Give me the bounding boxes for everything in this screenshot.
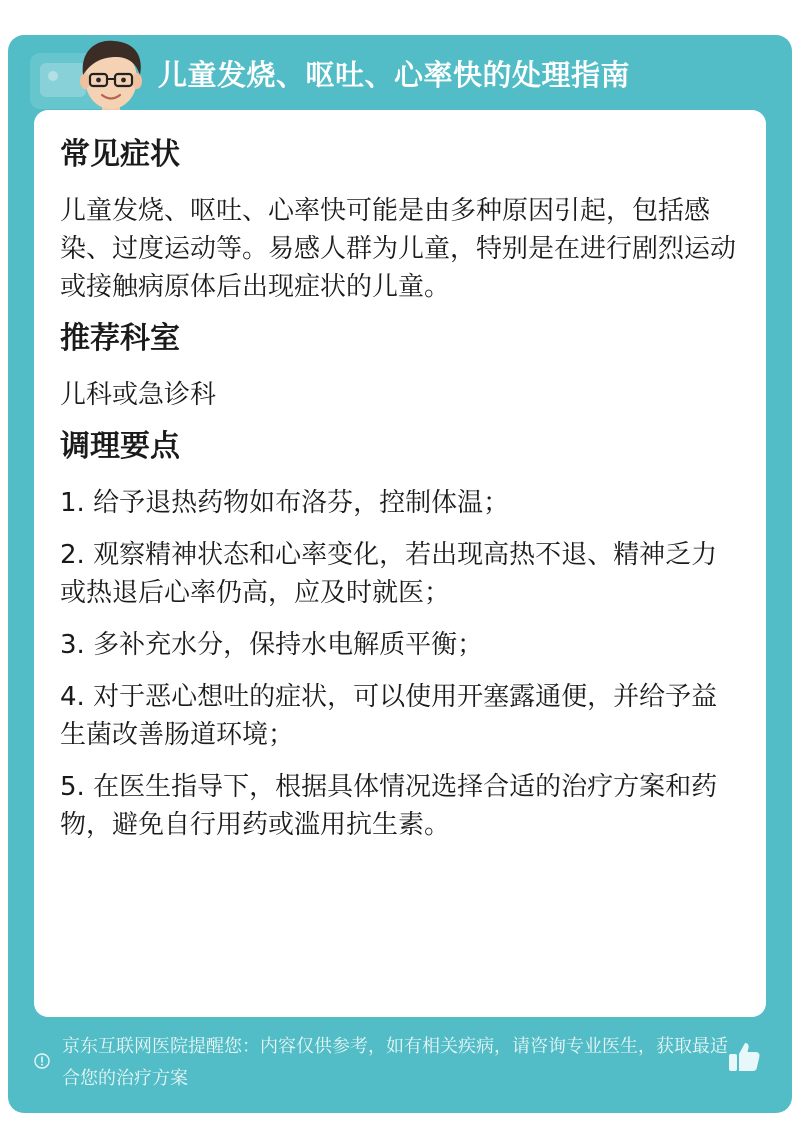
content-panel [34,110,766,1017]
symptoms-paragraph: 儿童发烧、呕吐、心率快可能是由多种原因引起，包括感染、过度运动等。易感人群为儿童，特别是在进行剧烈运动或接触病原体后出现症状的儿童。 [60,196,737,302]
care-item-2: 2. 观察精神状态和心率变化，若出现高热不退、精神乏力或热退后心率仍高，应及时就医； [60,540,718,608]
section-title-department: 推荐科室 [60,321,180,356]
section-title-care: 调理要点 [60,429,180,464]
thumbs-up-icon[interactable] [726,1039,762,1075]
footer-disclaimer [34,1031,734,1095]
info-icon [34,1053,50,1069]
care-item-4: 4. 对于恶心想吐的症状，可以使用开塞露通便，并给予益生菌改善肠道环境； [60,682,718,750]
section-title-symptoms: 常见症状 [60,137,180,172]
page-title: 儿童发烧、呕吐、心率快的处理指南 [158,58,631,92]
department-paragraph: 儿科或急诊科 [60,380,217,410]
guide-card [8,35,792,1113]
disclaimer-text: 京东互联网医院提醒您：内容仅供参考，如有相关疾病，请咨询专业医生，获取最适合您的治疗方案 [62,1036,728,1089]
care-item-5: 5. 在医生指导下，根据具体情况选择合适的治疗方案和药物，避免自行用药或滥用抗生素。 [60,772,718,840]
care-item-1: 1. 给予退热药物如布洛芬，控制体温； [60,488,510,518]
care-item-3: 3. 多补充水分，保持水电解质平衡； [60,630,484,660]
